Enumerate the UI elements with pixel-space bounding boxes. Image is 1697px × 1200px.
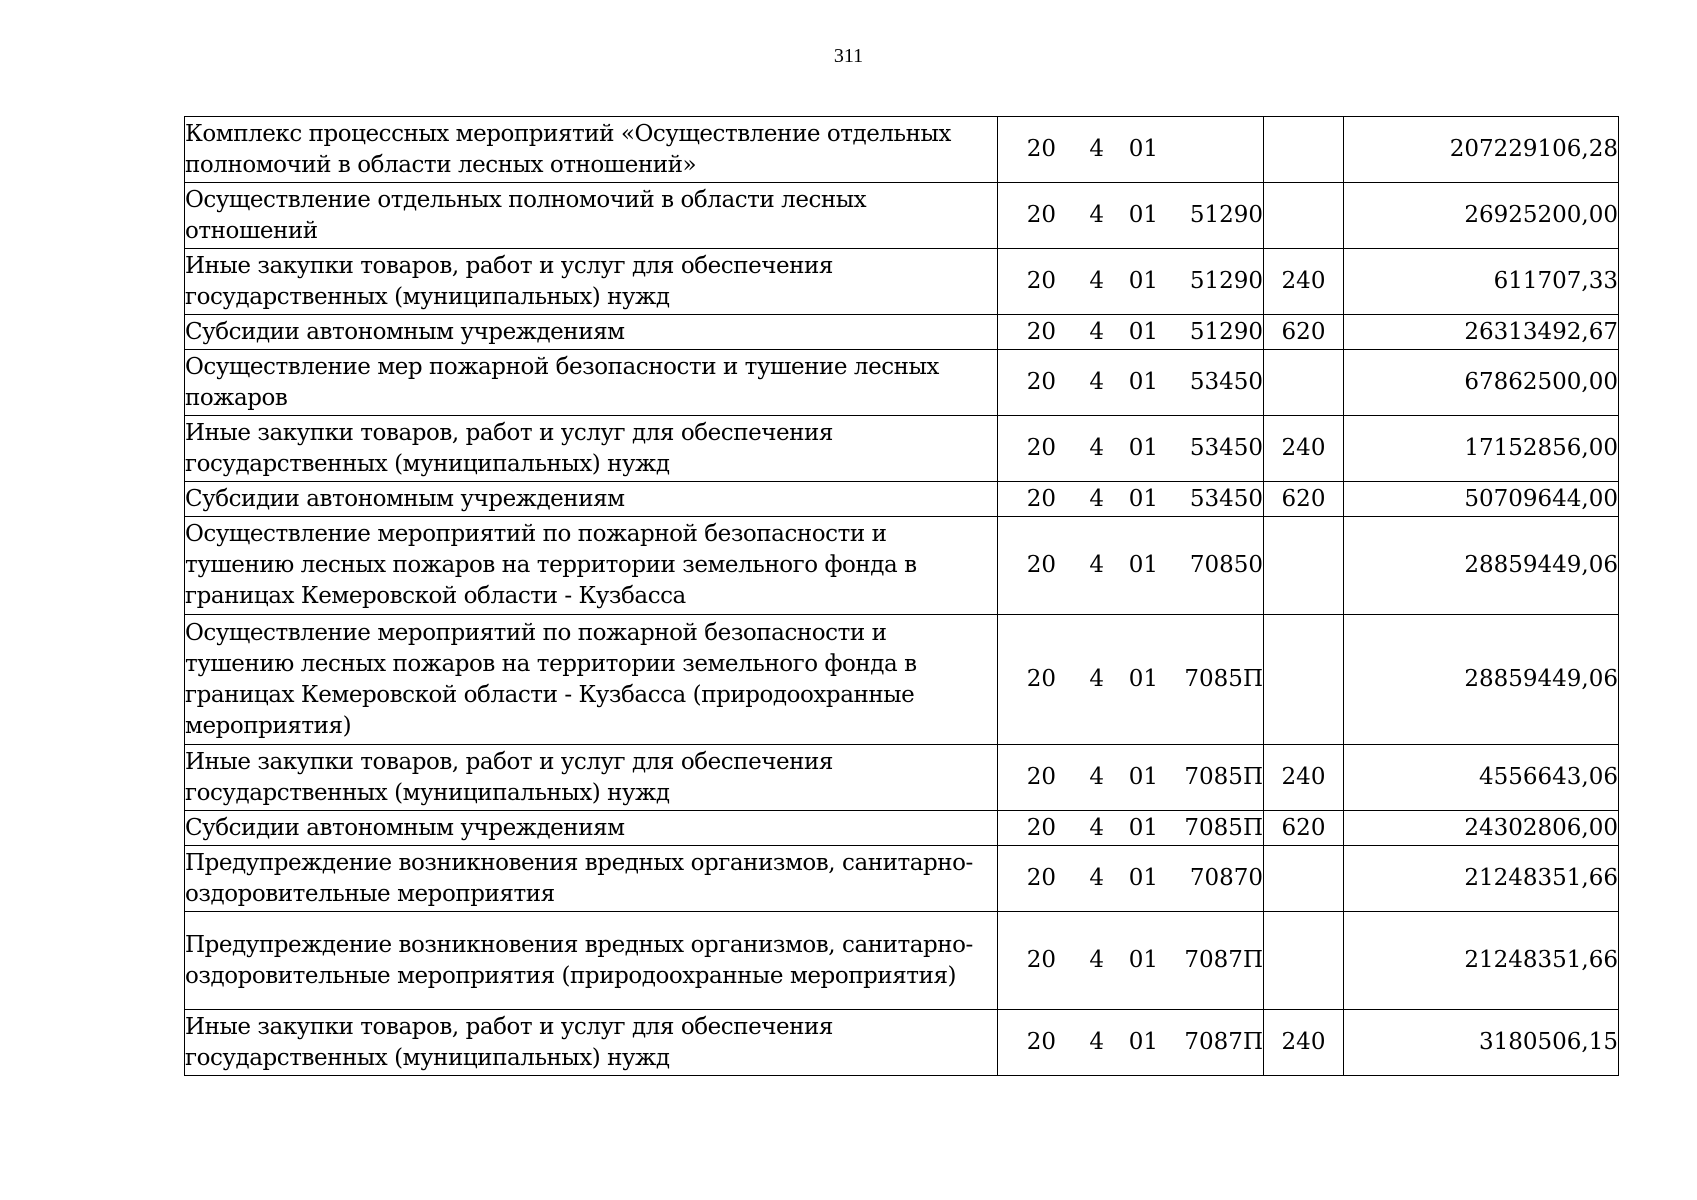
row-expense-type: 620 [1264,482,1344,517]
row-codes [998,249,1264,315]
row-direction-code: 01 [1128,268,1158,294]
row-sum: 4556643,06 [1344,745,1619,811]
row-article-code: 7087П [1184,1029,1263,1055]
table-row [185,517,1619,615]
budget-table-body [185,117,1619,1076]
row-program-code: 20 [1026,552,1056,578]
row-article-code: 7085П [1184,764,1263,790]
row-subprogram-code: 4 [1089,435,1104,461]
row-name: Осуществление отдельных полномочий в области лесных отношений [185,183,998,249]
row-subprogram-code: 4 [1089,485,1104,512]
row-name: Иные закупки товаров, работ и услуг для обеспечения государственных (муниципальных) нужд [185,1010,998,1076]
row-name: Субсидии автономным учреждениям [185,482,998,517]
row-expense-type: 620 [1264,315,1344,350]
row-direction-code: 01 [1128,369,1158,395]
row-name: Иные закупки товаров, работ и услуг для обеспечения государственных (муниципальных) нужд [185,249,998,315]
row-article-code: 7085П [1184,814,1263,841]
row-name: Предупреждение возникновения вредных организмов, санитарно-оздоровительные мероприятия [185,846,998,912]
row-codes [998,811,1264,846]
row-name: Иные закупки товаров, работ и услуг для обеспечения государственных (муниципальных) нужд [185,745,998,811]
row-direction-code: 01 [1128,485,1158,512]
row-expense-type [1264,846,1344,912]
row-sum: 3180506,15 [1344,1010,1619,1076]
row-subprogram-code: 4 [1089,552,1104,578]
row-article-code: 70850 [1189,552,1263,578]
row-direction-code: 01 [1128,1029,1158,1055]
row-sum: 17152856,00 [1344,416,1619,482]
row-sum: 26313492,67 [1344,315,1619,350]
row-program-code: 20 [1026,1029,1056,1055]
row-article-code: 70870 [1189,865,1263,891]
row-direction-code: 01 [1128,202,1158,228]
row-program-code: 20 [1026,814,1056,841]
row-program-code: 20 [1026,764,1056,790]
row-article-code: 51290 [1189,202,1263,228]
table-row [185,315,1619,350]
row-direction-code: 01 [1128,947,1158,973]
row-subprogram-code: 4 [1089,764,1104,790]
row-subprogram-code: 4 [1089,865,1104,891]
row-subprogram-code: 4 [1089,136,1104,162]
row-expense-type [1264,117,1344,183]
table-row [185,183,1619,249]
row-direction-code: 01 [1128,136,1158,162]
row-article-code: 53450 [1189,435,1263,461]
row-sum: 50709644,00 [1344,482,1619,517]
row-name: Осуществление мероприятий по пожарной безопасности и тушению лесных пожаров на территории земельного фонда в границах Кемеровской области - Кузбасса (природоохранные мероприятия) [185,615,998,745]
row-subprogram-code: 4 [1089,814,1104,841]
row-expense-type: 240 [1264,416,1344,482]
row-codes [998,117,1264,183]
row-sum: 67862500,00 [1344,350,1619,416]
row-name: Субсидии автономным учреждениям [185,315,998,350]
row-expense-type: 240 [1264,1010,1344,1076]
table-row [185,912,1619,1010]
row-codes [998,315,1264,350]
row-codes [998,482,1264,517]
row-expense-type [1264,615,1344,745]
row-expense-type: 240 [1264,249,1344,315]
row-subprogram-code: 4 [1089,666,1104,692]
row-name: Иные закупки товаров, работ и услуг для обеспечения государственных (муниципальных) нужд [185,416,998,482]
row-expense-type [1264,350,1344,416]
table-row [185,846,1619,912]
row-direction-code: 01 [1128,865,1158,891]
row-program-code: 20 [1026,947,1056,973]
row-codes [998,912,1264,1010]
row-direction-code: 01 [1128,666,1158,692]
row-program-code: 20 [1026,435,1056,461]
row-subprogram-code: 4 [1089,1029,1104,1055]
table-row [185,249,1619,315]
row-codes [998,517,1264,615]
row-program-code: 20 [1026,268,1056,294]
table-row [185,117,1619,183]
row-subprogram-code: 4 [1089,318,1104,345]
table-row [185,811,1619,846]
row-expense-type: 620 [1264,811,1344,846]
table-row [185,482,1619,517]
table-row [185,1010,1619,1076]
table-row [185,615,1619,745]
row-program-code: 20 [1026,318,1056,345]
row-subprogram-code: 4 [1089,202,1104,228]
row-direction-code: 01 [1128,435,1158,461]
row-codes [998,745,1264,811]
row-expense-type [1264,183,1344,249]
row-article-code: 7087П [1184,947,1263,973]
row-program-code: 20 [1026,202,1056,228]
table-row [185,350,1619,416]
row-sum: 24302806,00 [1344,811,1619,846]
row-program-code: 20 [1026,369,1056,395]
row-sum: 21248351,66 [1344,846,1619,912]
row-sum: 28859449,06 [1344,615,1619,745]
row-direction-code: 01 [1128,814,1158,841]
row-expense-type: 240 [1264,745,1344,811]
row-subprogram-code: 4 [1089,268,1104,294]
row-codes [998,846,1264,912]
row-name: Комплекс процессных мероприятий «Осуществление отдельных полномочий в области лесных отношений» [185,117,998,183]
row-expense-type [1264,912,1344,1010]
row-sum: 26925200,00 [1344,183,1619,249]
row-direction-code: 01 [1128,318,1158,345]
row-article-code: 53450 [1189,485,1263,512]
row-codes [998,416,1264,482]
row-expense-type [1264,517,1344,615]
row-name: Осуществление мер пожарной безопасности и тушение лесных пожаров [185,350,998,416]
row-program-code: 20 [1026,865,1056,891]
row-subprogram-code: 4 [1089,369,1104,395]
row-article-code: 51290 [1189,318,1263,345]
budget-table [184,116,1619,1076]
row-direction-code: 01 [1128,552,1158,578]
row-codes [998,183,1264,249]
row-codes [998,1010,1264,1076]
page-number: 311 [833,45,864,67]
row-direction-code: 01 [1128,764,1158,790]
row-article-code: 51290 [1189,268,1263,294]
row-name: Субсидии автономным учреждениям [185,811,998,846]
row-name: Осуществление мероприятий по пожарной безопасности и тушению лесных пожаров на территории земельного фонда в границах Кемеровской области - Кузбасса [185,517,998,615]
row-sum: 207229106,28 [1344,117,1619,183]
row-sum: 28859449,06 [1344,517,1619,615]
row-program-code: 20 [1026,136,1056,162]
row-article-code: 53450 [1189,369,1263,395]
row-codes [998,615,1264,745]
row-program-code: 20 [1026,666,1056,692]
row-article-code: 7085П [1184,666,1263,692]
table-row [185,745,1619,811]
row-subprogram-code: 4 [1089,947,1104,973]
row-name: Предупреждение возникновения вредных организмов, санитарно-оздоровительные мероприятия (природоохранные мероприятия) [185,912,998,1010]
row-program-code: 20 [1026,485,1056,512]
table-row [185,416,1619,482]
row-sum: 21248351,66 [1344,912,1619,1010]
row-codes [998,350,1264,416]
row-sum: 611707,33 [1344,249,1619,315]
